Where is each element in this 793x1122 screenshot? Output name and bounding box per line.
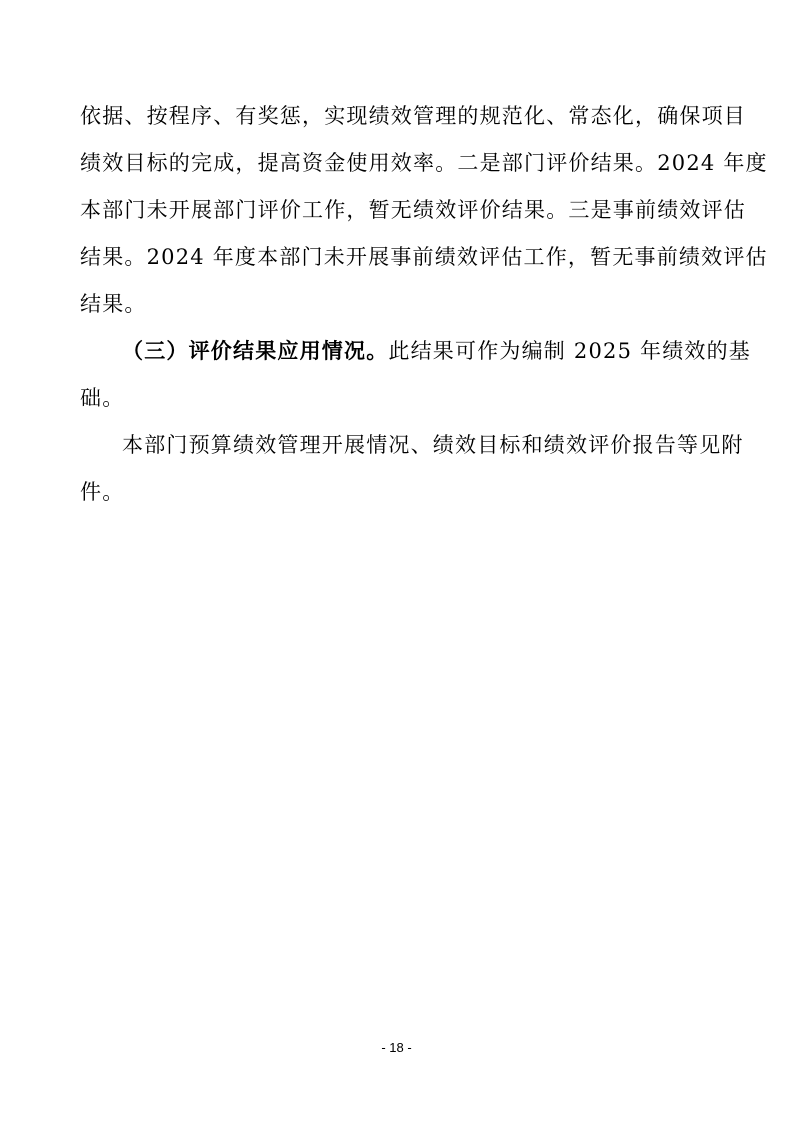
section-paragraph (122, 336, 751, 366)
paragraph-line: 绩效目标的完成，提高资金使用效率。二是部门评价结果。2024 年度 (80, 151, 768, 175)
paragraph-line: 结果。 (80, 292, 147, 316)
paragraph-line: 件。 (80, 480, 125, 504)
paragraph-line: 依据、按程序、有奖惩，实现绩效管理的规范化、常态化，确保项目 (80, 104, 746, 128)
section-text: 此结果可作为编制 2025 年绩效的基 (388, 339, 751, 363)
paragraph-line: 结果。2024 年度本部门未开展事前绩效评估工作，暂无事前绩效评估 (80, 245, 768, 269)
page-number: - 18 - (381, 1040, 412, 1055)
paragraph-line: 本部门预算绩效管理开展情况、绩效目标和绩效评价报告等见附 (122, 433, 744, 457)
section-heading: （三）评价结果应用情况。 (122, 338, 389, 363)
paragraph-line: 础。 (80, 386, 125, 410)
paragraph-line: 本部门未开展部门评价工作，暂无绩效评价结果。三是事前绩效评估 (80, 198, 746, 222)
